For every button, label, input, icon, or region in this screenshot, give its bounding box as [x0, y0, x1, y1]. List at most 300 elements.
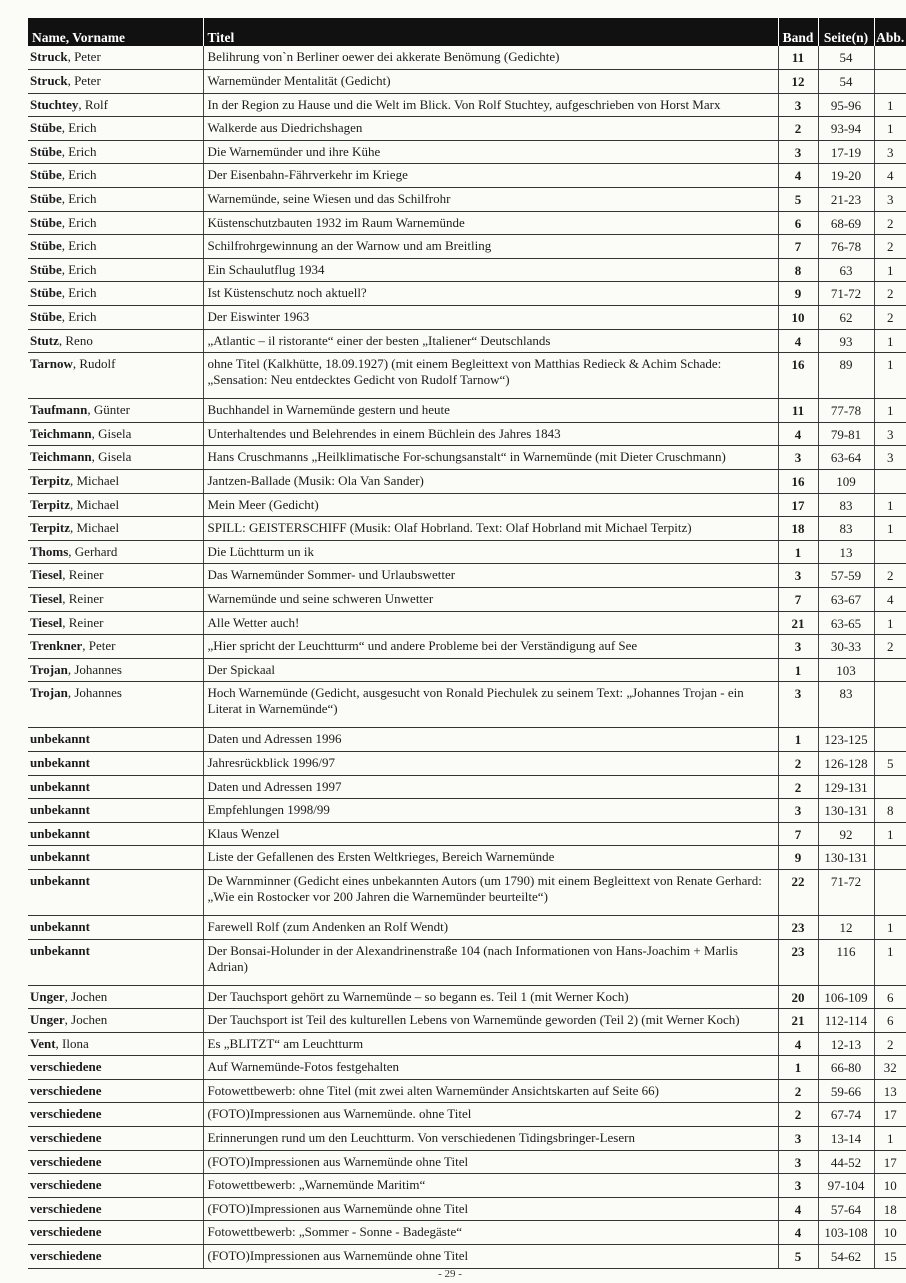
author-cell [28, 1032, 203, 1056]
author-surname: verschiedene [30, 1153, 102, 1169]
author-cell [28, 1174, 203, 1198]
abb-cell: 18 [874, 1197, 906, 1221]
title-cell: Der Tauchsport ist Teil des kulturellen Lebens von Warnemünde geworden (Teil 2) (mit Werner Koch) [203, 1009, 778, 1033]
band-cell: 4 [778, 1197, 818, 1221]
pages-cell: 62 [818, 306, 874, 330]
author-surname: Unger [30, 1012, 65, 1028]
author-given-name: , Jochen [64, 1012, 108, 1028]
abb-cell [874, 470, 906, 494]
author-given-name: , Erich [61, 191, 97, 207]
author-cell [28, 635, 203, 659]
author-given-name: , Erich [61, 285, 97, 301]
title-cell: (FOTO)Impressionen aus Warnemünde ohne Titel [203, 1197, 778, 1221]
author-cell [28, 1056, 203, 1080]
pages-cell: 71-72 [818, 282, 874, 306]
author-cell [28, 493, 203, 517]
pages-cell: 112-114 [818, 1009, 874, 1033]
table-row [28, 775, 906, 799]
band-cell: 21 [778, 1009, 818, 1033]
author-cell [28, 329, 203, 353]
abb-cell [874, 682, 906, 728]
author-cell [28, 353, 203, 399]
table-row [28, 46, 906, 70]
author-cell [28, 46, 203, 70]
table-row [28, 915, 906, 939]
band-cell: 18 [778, 517, 818, 541]
author-cell [28, 1221, 203, 1245]
table-row [28, 1032, 906, 1056]
author-given-name: , Michael [69, 520, 120, 536]
author-given-name: , Peter [67, 49, 101, 64]
table-row [28, 985, 906, 1009]
title-cell: (FOTO)Impressionen aus Warnemünde ohne Titel [203, 1150, 778, 1174]
author-given-name: , Günter [87, 402, 130, 418]
author-surname: unbekannt [30, 872, 90, 888]
author-cell [28, 258, 203, 282]
table-row [28, 939, 906, 985]
author-cell [28, 282, 203, 306]
author-surname: Stübe [30, 238, 62, 254]
author-cell [28, 446, 203, 470]
author-cell [28, 70, 203, 94]
abb-cell: 3 [874, 140, 906, 164]
abb-cell [874, 540, 906, 564]
abb-cell [874, 775, 906, 799]
title-cell: Empfehlungen 1998/99 [203, 799, 778, 823]
table-row [28, 799, 906, 823]
band-cell: 1 [778, 658, 818, 682]
title-cell: Ein Schaulutflug 1934 [203, 258, 778, 282]
author-given-name: , Johannes [67, 685, 122, 701]
author-given-name: , Reiner [62, 590, 104, 606]
band-cell: 3 [778, 564, 818, 588]
author-given-name: , Gerhard [68, 543, 118, 559]
author-given-name: , Michael [69, 496, 120, 512]
author-surname: unbekannt [30, 825, 90, 841]
band-cell: 1 [778, 728, 818, 752]
band-cell: 16 [778, 470, 818, 494]
table-row [28, 1197, 906, 1221]
author-cell [28, 1103, 203, 1127]
band-cell: 11 [778, 399, 818, 423]
author-surname: Stübe [30, 261, 62, 277]
author-given-name: , Reiner [62, 614, 104, 630]
pages-cell: 63 [818, 258, 874, 282]
pages-cell: 123-125 [818, 728, 874, 752]
abb-cell: 2 [874, 564, 906, 588]
abb-cell: 1 [874, 493, 906, 517]
pages-cell: 83 [818, 517, 874, 541]
table-row [28, 1245, 906, 1269]
band-cell: 5 [778, 188, 818, 212]
title-cell: Fotowettbewerb: „Sommer - Sonne - Badegäste“ [203, 1221, 778, 1245]
title-cell: Die Lüchtturm un ik [203, 540, 778, 564]
pages-cell: 67-74 [818, 1103, 874, 1127]
author-cell [28, 658, 203, 682]
pages-cell: 57-64 [818, 1197, 874, 1221]
band-cell: 23 [778, 939, 818, 985]
title-cell: „Atlantic – il ristorante“ einer der besten „Italiener“ Deutschlands [203, 329, 778, 353]
abb-cell: 13 [874, 1079, 906, 1103]
abb-cell [874, 658, 906, 682]
band-cell: 16 [778, 353, 818, 399]
author-cell [28, 517, 203, 541]
author-cell [28, 540, 203, 564]
band-cell: 7 [778, 822, 818, 846]
table-row [28, 1009, 906, 1033]
author-surname: verschiedene [30, 1059, 102, 1075]
author-cell [28, 1079, 203, 1103]
band-cell: 21 [778, 611, 818, 635]
author-given-name: , Gisela [91, 425, 132, 441]
title-cell: Der Bonsai-Holunder in der Alexandrinenstraße 104 (nach Informationen von Hans-Joachim + Marlis Adrian) [203, 939, 778, 985]
author-surname: Stübe [30, 167, 62, 183]
abb-cell: 4 [874, 587, 906, 611]
author-cell [28, 211, 203, 235]
title-cell: Erinnerungen rund um den Leuchtturm. Von verschiedenen Tidingsbringer-Lesern [203, 1127, 778, 1151]
pages-cell: 12-13 [818, 1032, 874, 1056]
table-row [28, 1056, 906, 1080]
band-cell: 1 [778, 1056, 818, 1080]
abb-cell: 3 [874, 422, 906, 446]
band-cell: 7 [778, 587, 818, 611]
abb-cell: 5 [874, 751, 906, 775]
table-row [28, 117, 906, 141]
pages-cell: 103 [818, 658, 874, 682]
title-cell: Hoch Warnemünde (Gedicht, ausgesucht von Ronald Piechulek zu seinem Text: „Johannes Trojan - ein Literat in Warnemünde“) [203, 682, 778, 728]
abb-cell: 32 [874, 1056, 906, 1080]
band-cell: 8 [778, 258, 818, 282]
abb-cell: 6 [874, 985, 906, 1009]
band-cell: 3 [778, 799, 818, 823]
abb-cell: 1 [874, 117, 906, 141]
table-row [28, 164, 906, 188]
abb-cell: 8 [874, 799, 906, 823]
author-surname: Terpitz [30, 473, 70, 488]
pages-cell: 76-78 [818, 235, 874, 259]
pages-cell: 44-52 [818, 1150, 874, 1174]
header-abb: Abb. [874, 18, 906, 46]
band-cell: 7 [778, 235, 818, 259]
abb-cell: 1 [874, 93, 906, 117]
abb-cell: 15 [874, 1245, 906, 1269]
table-row [28, 1103, 906, 1127]
author-surname: Tiesel [30, 590, 63, 606]
abb-cell: 6 [874, 1009, 906, 1033]
pages-cell: 129-131 [818, 775, 874, 799]
author-given-name: , Gisela [91, 449, 132, 465]
author-surname: Struck [30, 49, 68, 64]
author-cell [28, 751, 203, 775]
author-surname: verschiedene [30, 1177, 102, 1193]
table-row [28, 188, 906, 212]
pages-cell: 126-128 [818, 751, 874, 775]
author-surname: Tiesel [30, 614, 63, 630]
table-row [28, 1150, 906, 1174]
pages-cell: 19-20 [818, 164, 874, 188]
author-cell [28, 728, 203, 752]
author-given-name: , Erich [61, 261, 97, 277]
table-row [28, 517, 906, 541]
band-cell: 12 [778, 70, 818, 94]
band-cell: 3 [778, 682, 818, 728]
abb-cell: 1 [874, 822, 906, 846]
author-cell [28, 985, 203, 1009]
pages-cell: 63-67 [818, 587, 874, 611]
author-surname: Stübe [30, 285, 62, 301]
table-row [28, 70, 906, 94]
title-cell: Unterhaltendes und Belehrendes in einem Büchlein des Jahres 1843 [203, 422, 778, 446]
title-cell: Daten und Adressen 1997 [203, 775, 778, 799]
author-given-name: , Erich [61, 309, 97, 325]
author-cell [28, 1245, 203, 1269]
author-cell [28, 775, 203, 799]
author-surname: Trojan [30, 685, 68, 701]
title-cell: Hans Cruschmanns „Heilklimatische For-schungsanstalt“ in Warnemünde (mit Dieter Cruschmann) [203, 446, 778, 470]
abb-cell: 1 [874, 399, 906, 423]
title-cell: ohne Titel (Kalkhütte, 18.09.1927) (mit einem Begleittext von Matthias Redieck & Achim Schade: „Sensation: Neu entdecktes Gedicht von Rudolf Tarnow“) [203, 353, 778, 399]
abb-cell: 2 [874, 1032, 906, 1056]
abb-cell: 1 [874, 939, 906, 985]
pages-cell: 89 [818, 353, 874, 399]
title-cell: Fotowettbewerb: ohne Titel (mit zwei alten Warnemünder Ansichtskarten auf Seite 66) [203, 1079, 778, 1103]
abb-cell: 2 [874, 282, 906, 306]
band-cell: 3 [778, 446, 818, 470]
title-cell: Das Warnemünder Sommer- und Urlaubswetter [203, 564, 778, 588]
pages-cell: 93 [818, 329, 874, 353]
author-surname: verschiedene [30, 1200, 102, 1216]
title-cell: De Warnminner (Gedicht eines unbekannten Autors (um 1790) mit einem Begleittext von Renate Gerhard: „Wie ein Rostocker vor 200 Jahren die Warnemünder beurteilte“) [203, 869, 778, 915]
table-row [28, 564, 906, 588]
author-given-name: , Erich [61, 238, 97, 254]
title-cell: Es „BLITZT“ am Leuchtturm [203, 1032, 778, 1056]
abb-cell: 10 [874, 1174, 906, 1198]
table-row [28, 611, 906, 635]
table-row [28, 211, 906, 235]
index-table [28, 18, 906, 1269]
title-cell: Farewell Rolf (zum Andenken an Rolf Wendt) [203, 915, 778, 939]
title-cell: Jahresrückblick 1996/97 [203, 751, 778, 775]
pages-cell: 109 [818, 470, 874, 494]
author-surname: unbekannt [30, 802, 90, 818]
author-cell [28, 611, 203, 635]
pages-cell: 130-131 [818, 846, 874, 870]
author-cell [28, 915, 203, 939]
author-surname: Struck [30, 73, 68, 89]
author-surname: Vent [30, 1035, 56, 1051]
band-cell: 3 [778, 93, 818, 117]
author-cell [28, 939, 203, 985]
table-row [28, 306, 906, 330]
band-cell: 9 [778, 282, 818, 306]
author-given-name: , Rudolf [72, 356, 116, 372]
band-cell: 2 [778, 751, 818, 775]
title-cell: Der Eisenbahn-Fährverkehr im Kriege [203, 164, 778, 188]
author-given-name: , Erich [61, 143, 97, 159]
author-cell [28, 869, 203, 915]
pages-cell: 97-104 [818, 1174, 874, 1198]
author-cell [28, 846, 203, 870]
pages-cell: 30-33 [818, 635, 874, 659]
abb-cell [874, 869, 906, 915]
table-row [28, 728, 906, 752]
author-surname: verschiedene [30, 1082, 102, 1098]
abb-cell: 1 [874, 329, 906, 353]
title-cell: Mein Meer (Gedicht) [203, 493, 778, 517]
pages-cell: 79-81 [818, 422, 874, 446]
title-cell: Liste der Gefallenen des Ersten Weltkrieges, Bereich Warnemünde [203, 846, 778, 870]
title-cell: Daten und Adressen 1996 [203, 728, 778, 752]
band-cell: 4 [778, 1221, 818, 1245]
pages-cell: 83 [818, 682, 874, 728]
title-cell: Ist Küstenschutz noch aktuell? [203, 282, 778, 306]
table-row [28, 587, 906, 611]
author-surname: Teichmann [30, 425, 92, 441]
abb-cell: 17 [874, 1150, 906, 1174]
author-cell [28, 164, 203, 188]
author-surname: Stübe [30, 214, 62, 230]
title-cell: Buchhandel in Warnemünde gestern und heute [203, 399, 778, 423]
table-row [28, 658, 906, 682]
author-given-name: , Rolf [78, 96, 109, 112]
author-surname: Stübe [30, 191, 62, 207]
pages-cell: 13 [818, 540, 874, 564]
abb-cell: 1 [874, 258, 906, 282]
title-cell: Fotowettbewerb: „Warnemünde Maritim“ [203, 1174, 778, 1198]
author-surname: verschiedene [30, 1224, 102, 1240]
pages-cell: 12 [818, 915, 874, 939]
author-cell [28, 117, 203, 141]
author-cell [28, 1197, 203, 1221]
table-row [28, 540, 906, 564]
table-row [28, 493, 906, 517]
pages-cell: 103-108 [818, 1221, 874, 1245]
author-surname: Stutz [30, 332, 59, 348]
abb-cell [874, 46, 906, 70]
author-surname: Taufmann [30, 402, 88, 418]
table-row [28, 1221, 906, 1245]
table-row [28, 329, 906, 353]
author-surname: verschiedene [30, 1130, 102, 1146]
author-cell [28, 306, 203, 330]
author-surname: verschiedene [30, 1106, 102, 1122]
pages-cell: 17-19 [818, 140, 874, 164]
author-surname: unbekannt [30, 942, 90, 958]
author-cell [28, 140, 203, 164]
band-cell: 2 [778, 775, 818, 799]
author-surname: unbekannt [30, 849, 90, 865]
table-row [28, 635, 906, 659]
band-cell: 1 [778, 540, 818, 564]
author-surname: Stübe [30, 309, 62, 325]
band-cell: 4 [778, 1032, 818, 1056]
pages-cell: 77-78 [818, 399, 874, 423]
title-cell: (FOTO)Impressionen aus Warnemünde. ohne Titel [203, 1103, 778, 1127]
table-row [28, 282, 906, 306]
abb-cell: 2 [874, 306, 906, 330]
author-given-name: , Erich [61, 214, 97, 230]
pages-cell: 54 [818, 70, 874, 94]
author-surname: Terpitz [30, 520, 70, 536]
author-cell [28, 422, 203, 446]
table-body [28, 46, 906, 1268]
author-given-name: , Reno [58, 332, 93, 348]
pages-cell: 71-72 [818, 869, 874, 915]
author-cell [28, 470, 203, 494]
author-given-name: , Michael [69, 473, 120, 488]
abb-cell: 1 [874, 353, 906, 399]
title-cell: Küstenschutzbauten 1932 im Raum Warnemünde [203, 211, 778, 235]
author-surname: Tarnow [30, 356, 73, 372]
abb-cell [874, 846, 906, 870]
abb-cell: 2 [874, 211, 906, 235]
title-cell: In der Region zu Hause und die Welt im Blick. Von Rolf Stuchtey, aufgeschrieben von Horst Marx [203, 93, 778, 117]
abb-cell [874, 728, 906, 752]
title-cell: Warnemünde, seine Wiesen und das Schilfrohr [203, 188, 778, 212]
title-cell: SPILL: GEISTERSCHIFF (Musik: Olaf Hobrland. Text: Olaf Hobrland mit Michael Terpitz) [203, 517, 778, 541]
author-cell [28, 399, 203, 423]
title-cell: Belihrung von`n Berliner oewer dei akkerate Benömung (Gedichte) [203, 46, 778, 70]
band-cell: 2 [778, 117, 818, 141]
title-cell: (FOTO)Impressionen aus Warnemünde ohne Titel [203, 1245, 778, 1269]
table-row [28, 140, 906, 164]
pages-cell: 63-65 [818, 611, 874, 635]
band-cell: 2 [778, 1079, 818, 1103]
table-row [28, 422, 906, 446]
author-cell [28, 235, 203, 259]
header-title: Titel [203, 18, 778, 46]
title-cell: Jantzen-Ballade (Musik: Ola Van Sander) [203, 470, 778, 494]
abb-cell: 10 [874, 1221, 906, 1245]
pages-cell: 95-96 [818, 93, 874, 117]
title-cell: Auf Warnemünde-Fotos festgehalten [203, 1056, 778, 1080]
author-surname: Tiesel [30, 567, 63, 583]
table-row [28, 682, 906, 728]
abb-cell: 17 [874, 1103, 906, 1127]
title-cell: Warnemünder Mentalität (Gedicht) [203, 70, 778, 94]
header-pages: Seite(n) [818, 18, 874, 46]
band-cell: 5 [778, 1245, 818, 1269]
abb-cell [874, 70, 906, 94]
author-given-name: , Johannes [67, 661, 122, 677]
title-cell: Schilfrohrgewinnung an der Warnow und am Breitling [203, 235, 778, 259]
table-row [28, 353, 906, 399]
band-cell: 22 [778, 869, 818, 915]
table-row [28, 822, 906, 846]
author-surname: unbekannt [30, 918, 90, 934]
author-cell [28, 1150, 203, 1174]
band-cell: 3 [778, 1174, 818, 1198]
author-surname: unbekannt [30, 731, 90, 747]
author-given-name: , Jochen [64, 988, 108, 1004]
author-surname: Stübe [30, 120, 62, 136]
page-number: - 29 - [438, 1268, 462, 1280]
title-cell: Der Eiswinter 1963 [203, 306, 778, 330]
band-cell: 20 [778, 985, 818, 1009]
title-cell: Warnemünde und seine schweren Unwetter [203, 587, 778, 611]
abb-cell: 2 [874, 235, 906, 259]
author-given-name: , Ilona [55, 1035, 89, 1051]
author-surname: Thoms [30, 543, 69, 559]
pages-cell: 116 [818, 939, 874, 985]
pages-cell: 92 [818, 822, 874, 846]
band-cell: 17 [778, 493, 818, 517]
abb-cell: 4 [874, 164, 906, 188]
author-surname: Stübe [30, 143, 62, 159]
abb-cell: 1 [874, 611, 906, 635]
pages-cell: 68-69 [818, 211, 874, 235]
table-row [28, 1174, 906, 1198]
